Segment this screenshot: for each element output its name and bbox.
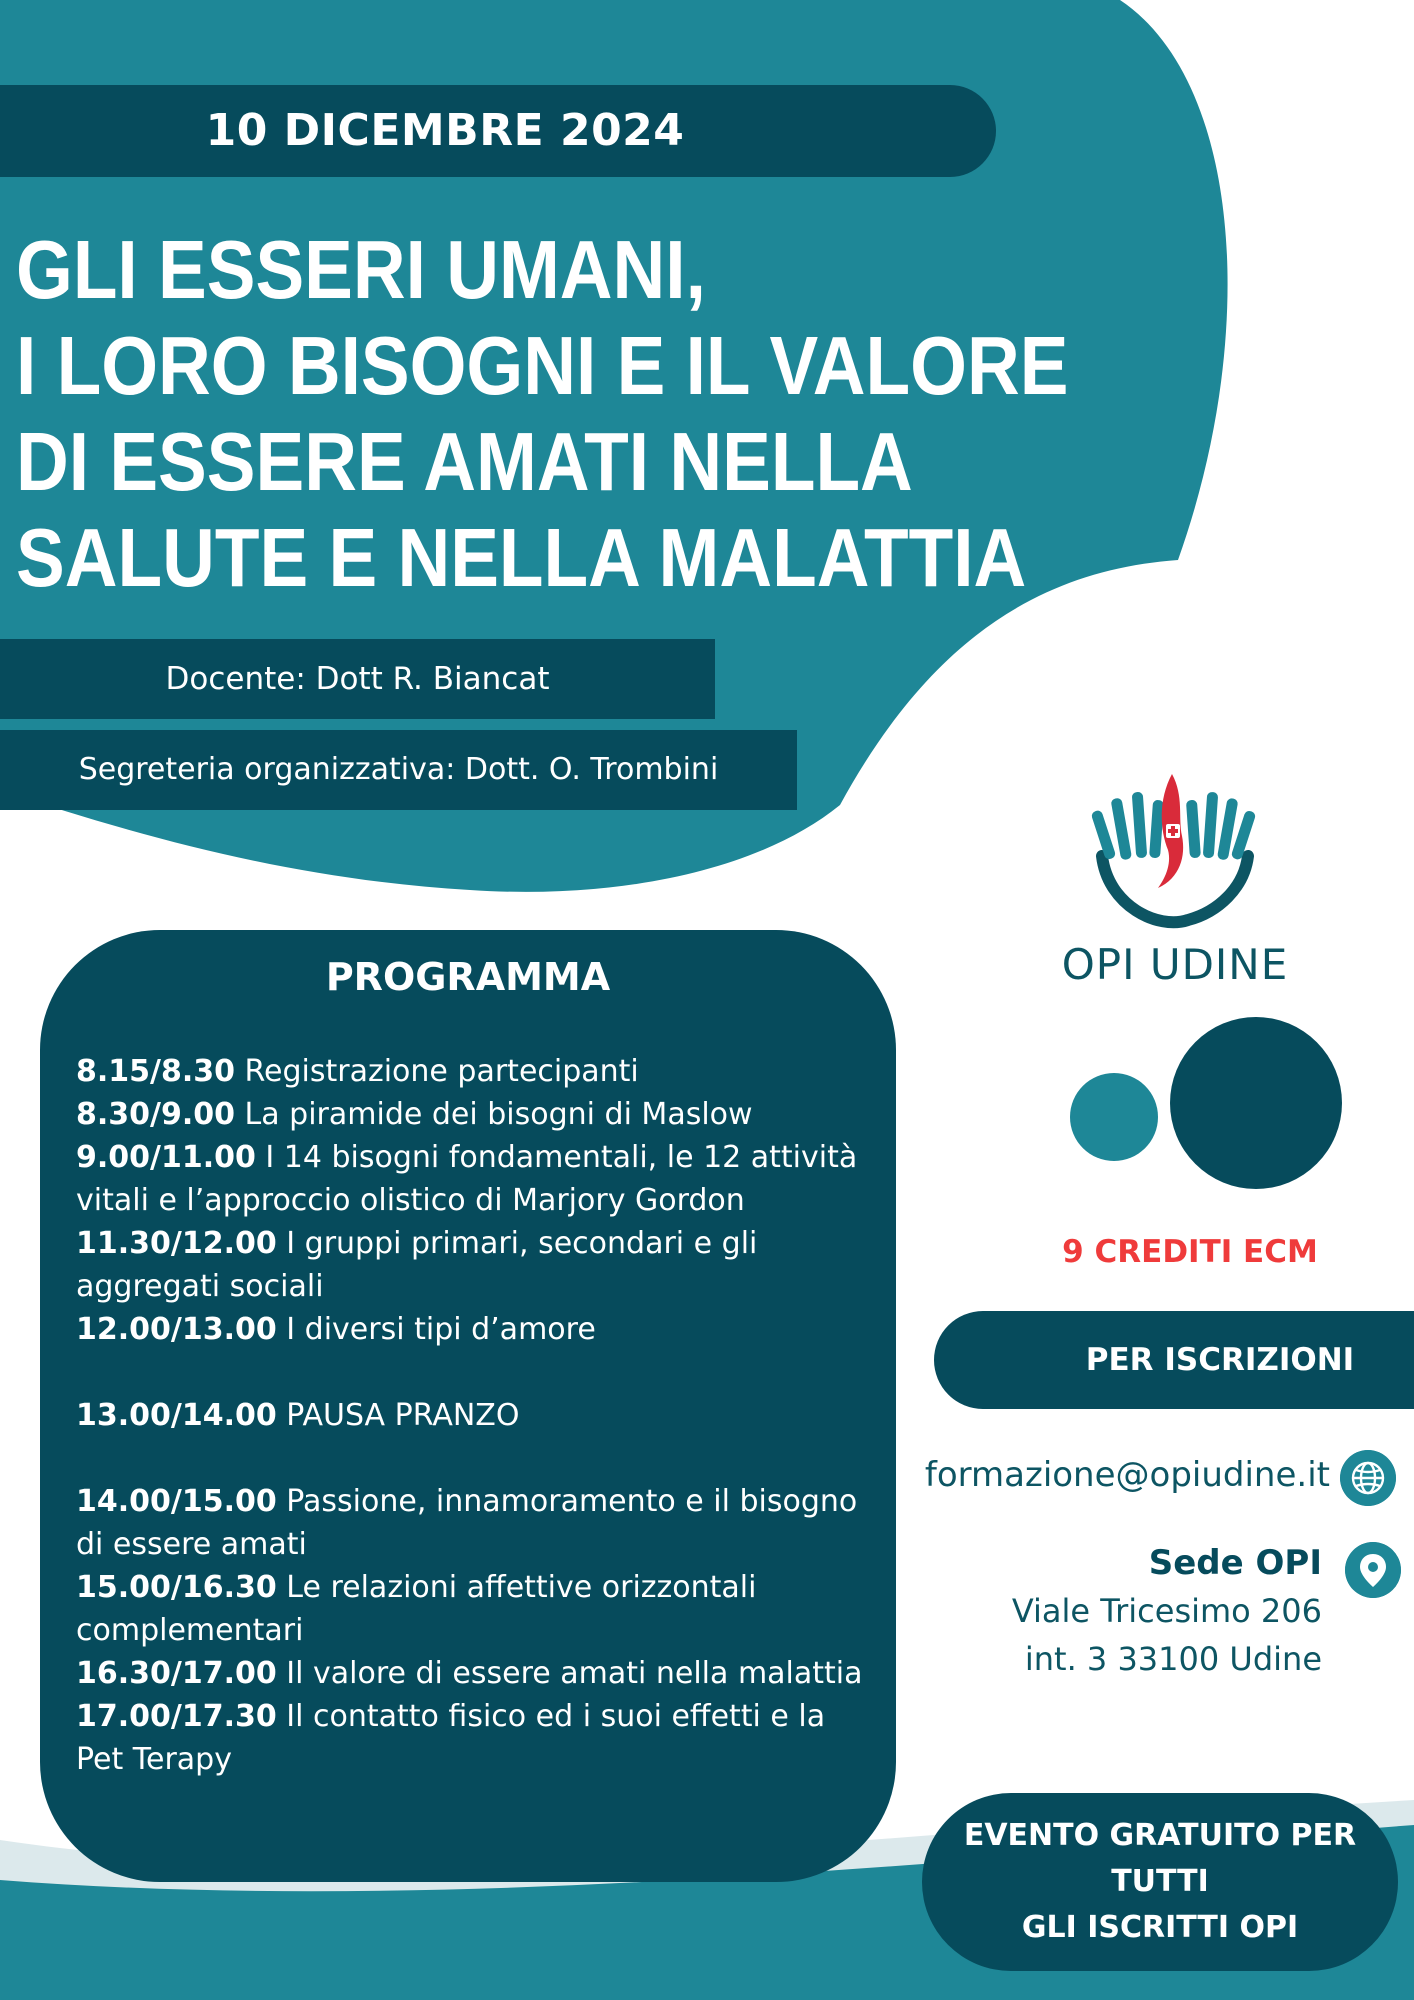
item-time: 14.00/15.00 <box>76 1484 277 1519</box>
list-item <box>76 1480 876 1566</box>
item-time: 16.30/17.00 <box>76 1656 277 1691</box>
spacer <box>76 1437 876 1480</box>
item-time: 11.30/12.00 <box>76 1226 277 1261</box>
event-date: 10 DICEMBRE 2024 <box>205 105 685 156</box>
list-item <box>76 1652 876 1695</box>
decorative-circle-large <box>1170 1017 1342 1189</box>
list-item <box>76 1695 876 1781</box>
event-title <box>16 222 1069 606</box>
logo-text: OPI UDINE <box>1061 940 1289 989</box>
item-text: I 14 bisogni fondamentali, le 12 attività vitali e l’approccio olistico di Marjory Gordon <box>76 1140 858 1218</box>
item-time: 13.00/14.00 <box>76 1398 277 1433</box>
item-text: La piramide dei bisogni di Maslow <box>235 1097 753 1132</box>
item-time: 15.00/16.30 <box>76 1570 277 1605</box>
evento-line: EVENTO GRATUITO PER <box>963 1818 1357 1853</box>
item-time: 12.00/13.00 <box>76 1312 277 1347</box>
title-line: I LORO BISOGNI E IL VALORE <box>16 319 1069 412</box>
evento-line: TUTTI <box>1111 1864 1209 1899</box>
list-item <box>76 1093 876 1136</box>
list-item <box>76 1222 876 1308</box>
email-link[interactable]: formazione@opiudine.it <box>924 1455 1330 1495</box>
iscrizioni-label: PER ISCRIZIONI <box>1085 1342 1355 1378</box>
evento-line: GLI ISCRITTI OPI <box>1021 1910 1299 1945</box>
item-text: I diversi tipi d’amore <box>276 1312 596 1347</box>
item-time: 8.30/9.00 <box>76 1097 235 1132</box>
docente-label: Docente: Dott R. Biancat <box>165 661 550 697</box>
title-line: GLI ESSERI UMANI, <box>16 223 706 316</box>
list-item <box>76 1566 876 1652</box>
title-line: SALUTE E NELLA MALATTIA <box>16 511 1027 604</box>
address-line: Viale Tricesimo 206 <box>1011 1592 1322 1630</box>
item-text: Le relazioni affettive orizzontali complementari <box>76 1570 757 1648</box>
segreteria-label: Segreteria organizzativa: Dott. O. Trombini <box>78 752 719 787</box>
list-item <box>76 1050 876 1093</box>
programma-title: PROGRAMMA <box>325 955 611 999</box>
title-line: DI ESSERE AMATI NELLA <box>16 415 913 508</box>
item-text: Il valore di essere amati nella malattia <box>276 1656 863 1691</box>
programma-list <box>76 1050 876 1781</box>
list-item <box>76 1136 876 1222</box>
item-text: Il contatto fisico ed i suoi effetti e la Pet Terapy <box>76 1699 826 1777</box>
item-text: Registrazione partecipanti <box>235 1054 639 1089</box>
item-time: 17.00/17.30 <box>76 1699 277 1734</box>
item-text: Passione, innamoramento e il bisogno di essere amati <box>76 1484 858 1562</box>
item-text: PAUSA PRANZO <box>276 1398 520 1433</box>
list-item <box>76 1308 876 1351</box>
list-item <box>76 1394 876 1437</box>
opi-hands-logo-icon <box>1088 770 1258 930</box>
sede-title: Sede OPI <box>1148 1543 1322 1583</box>
item-time: 9.00/11.00 <box>76 1140 256 1175</box>
spacer <box>76 1351 876 1394</box>
location-pin-icon <box>1345 1542 1401 1598</box>
address-line: int. 3 33100 Udine <box>1024 1640 1322 1678</box>
item-text: I gruppi primari, secondari e gli aggregati sociali <box>76 1226 758 1304</box>
globe-icon <box>1340 1450 1396 1506</box>
crediti-ecm: 9 CREDITI ECM <box>1062 1234 1318 1270</box>
evento-label <box>940 1813 1380 1951</box>
item-time: 8.15/8.30 <box>76 1054 235 1089</box>
decorative-circle-small <box>1070 1073 1158 1161</box>
